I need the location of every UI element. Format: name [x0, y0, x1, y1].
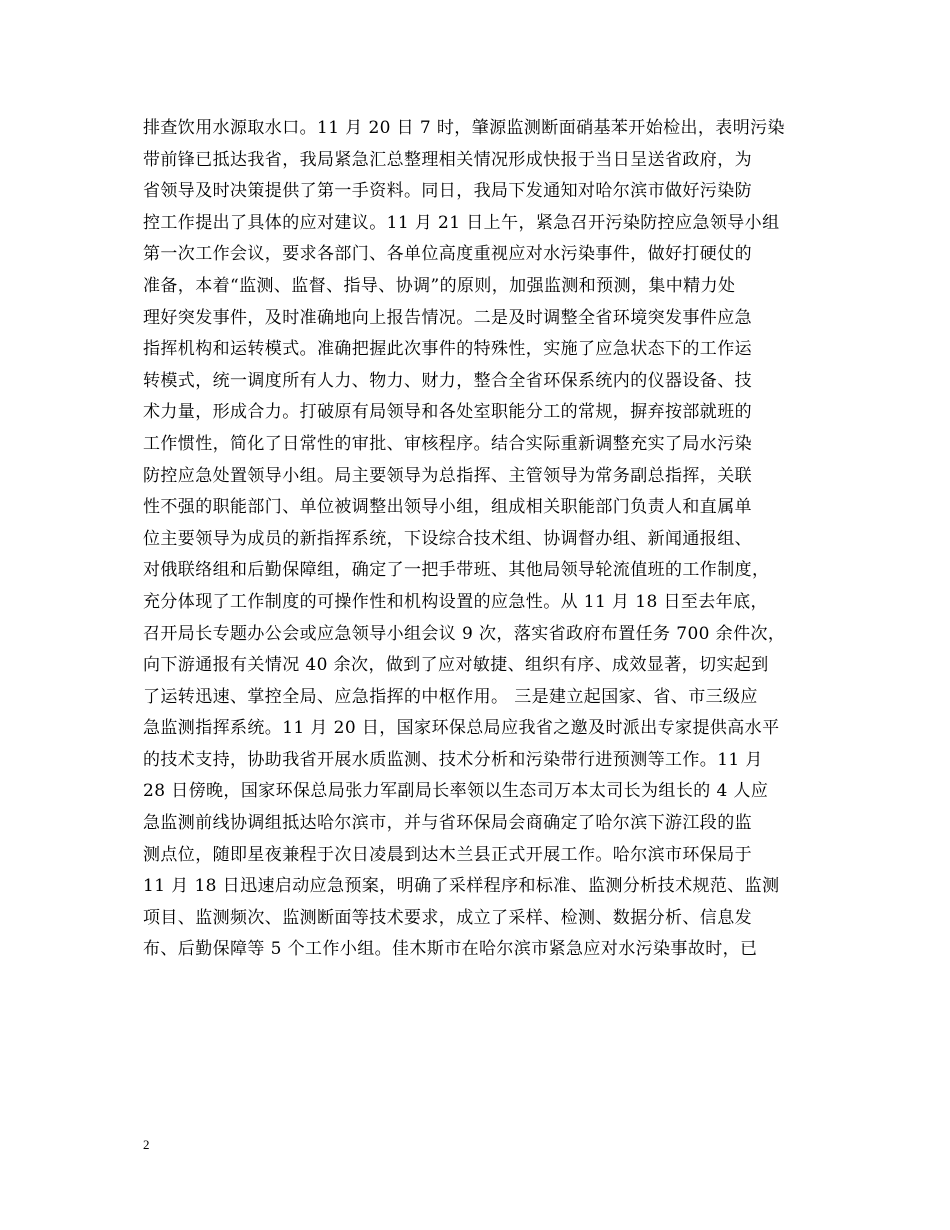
- text-line: 指挥机构和运转模式。准确把握此次事件的特殊性，实施了应急状态下的工作运: [143, 339, 752, 360]
- text-line: 省领导及时决策提供了第一手资料。同日，我局下发通知对哈尔滨市做好污染防: [143, 181, 752, 202]
- text-line: 第一次工作会议，要求各部门、各单位高度重视应对水污染事件，做好打硬仗的: [143, 244, 752, 265]
- text-line: 布、后勤保障等 5 个工作小组。佳木斯市在哈尔滨市紧急应对水污染事故时，已: [143, 939, 758, 960]
- text-line: 工作惯性，简化了日常性的审批、审核程序。结合实际重新调整充实了局水污染: [143, 433, 752, 454]
- text-line: 的技术支持，协助我省开展水质监测、技术分析和污染带行进预测等工作。11 月: [143, 749, 763, 770]
- text-line: 28 日傍晚，国家环保总局张力军副局长率领以生态司万本太司长为组长的 4 人应: [143, 781, 769, 802]
- text-line: 项目、监测频次、监测断面等技术要求，成立了采样、检测、数据分析、信息发: [143, 907, 752, 928]
- text-line: 11 月 18 日迅速启动应急预案，明确了采样程序和标准、监测分析技术规范、监测: [143, 876, 780, 897]
- text-line: 转模式，统一调度所有人力、物力、财力，整合全省环保系统内的仪器设备、技: [143, 370, 752, 391]
- text-line: 对俄联络组和后勤保障组，确定了一把手带班、其他局领导轮流值班的工作制度，: [143, 560, 770, 581]
- text-line: 带前锋已抵达我省，我局紧急汇总整理相关情况形成快报于当日呈送省政府，为: [143, 149, 752, 170]
- text-line: 控工作提出了具体的应对建议。11 月 21 日上午，紧急召开污染防控应急领导小组: [143, 212, 780, 233]
- text-line: 召开局长专题办公会或应急领导小组会议 9 次，落实省政府布置任务 700 余件次，: [143, 623, 786, 644]
- page-number: 2: [143, 1137, 150, 1152]
- text-line: 测点位，随即星夜兼程于次日凌晨到达木兰县正式开展工作。哈尔滨市环保局于: [143, 844, 752, 865]
- text-line: 了运转迅速、掌控全局、应急指挥的中枢作用。 三是建立起国家、省、市三级应: [143, 686, 758, 707]
- text-line: 急监测指挥系统。11 月 20 日，国家环保总局应我省之邀及时派出专家提供高水平: [143, 718, 780, 739]
- text-line: 准备，本着“监测、监督、指导、协调”的原则，加强监测和预测，集中精力处: [143, 275, 736, 296]
- text-line: 性不强的职能部门、单位被调整出领导小组，组成相关职能部门负责人和直属单: [143, 497, 752, 518]
- text-line: 充分体现了工作制度的可操作性和机构设置的应急性。从 11 月 18 日至去年底，: [143, 591, 768, 612]
- text-line: 术力量，形成合力。打破原有局领导和各处室职能分工的常规，摒弃按部就班的: [143, 402, 752, 423]
- text-line: 防控应急处置领导小组。局主要领导为总指挥、主管领导为常务副总指挥，关联: [143, 465, 752, 486]
- text-line: 排查饮用水源取水口。11 月 20 日 7 时，肇源监测断面硝基苯开始检出，表明污染: [143, 118, 785, 138]
- text-line: 理好突发事件，及时准确地向上报告情况。二是及时调整全省环境突发事件应急: [143, 307, 752, 328]
- text-line: 急监测前线协调组抵达哈尔滨市，并与省环保局会商确定了哈尔滨下游江段的监: [143, 813, 752, 834]
- text-line: 向下游通报有关情况 40 余次，做到了应对敏捷、组织有序、成效显著，切实起到: [143, 655, 769, 676]
- body-text: [143, 113, 823, 966]
- text-line: 位主要领导为成员的新指挥系统，下设综合技术组、协调督办组、新闻通报组、: [143, 528, 752, 549]
